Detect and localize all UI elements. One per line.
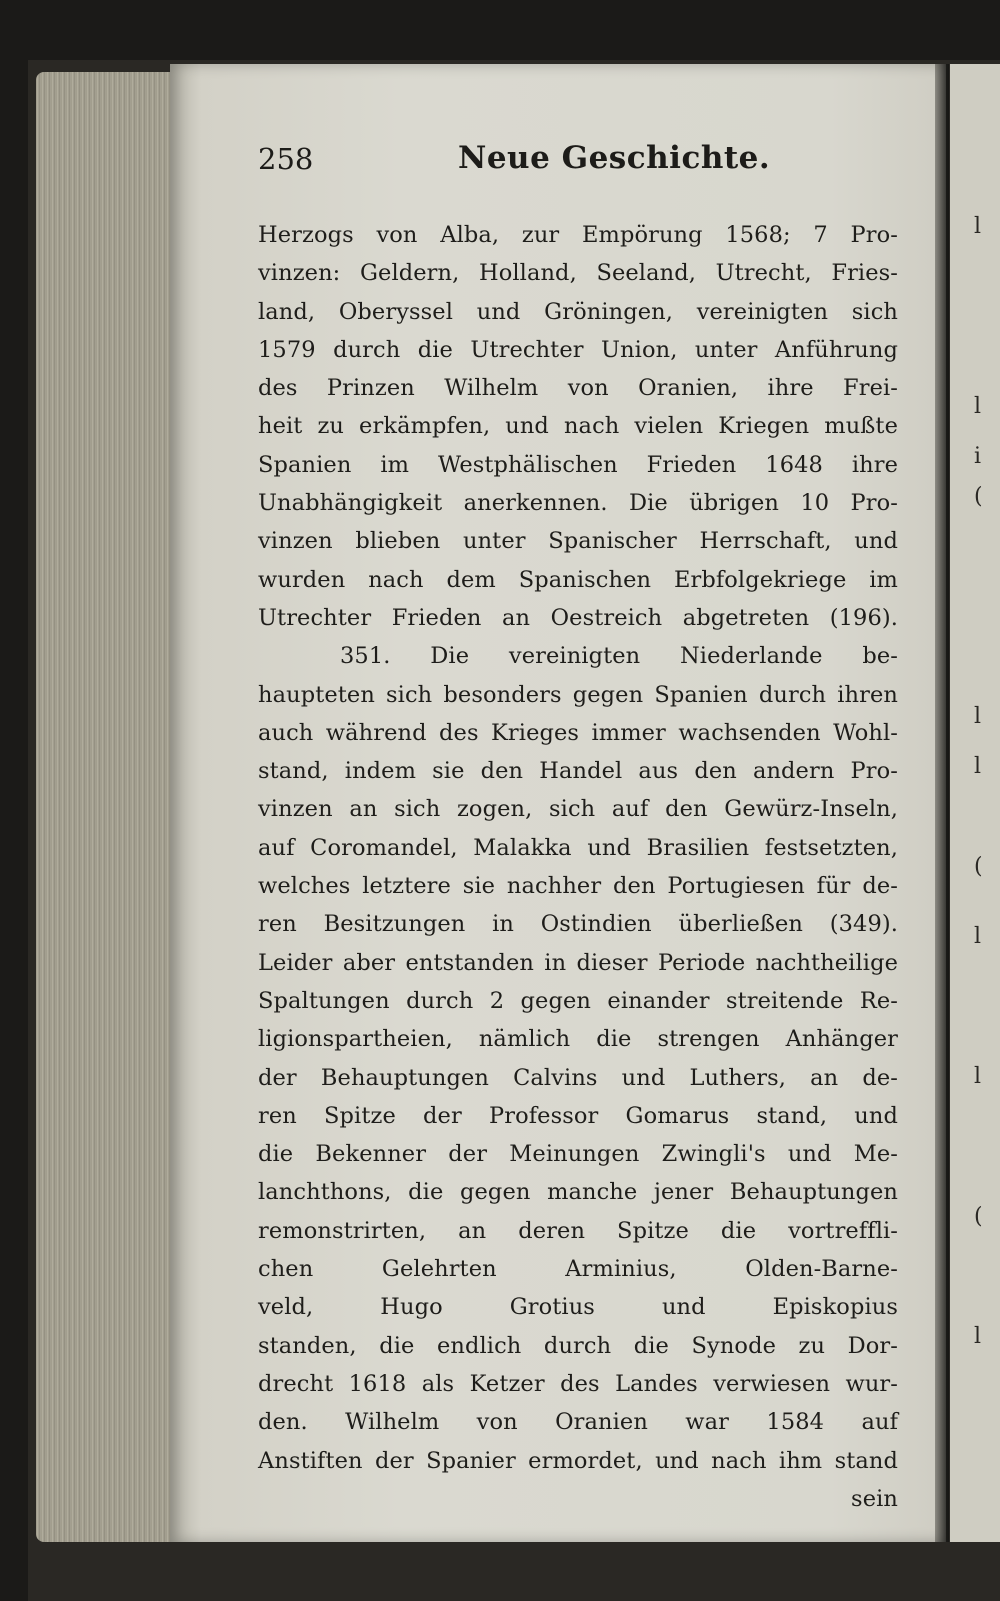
text-line: die Bekenner der Meinungen Zwingli's und Me- — [258, 1141, 898, 1168]
page-number: 258 — [258, 142, 314, 176]
text-line: Spanien im Westphälischen Frieden 1648 ihre — [258, 451, 898, 478]
text-line: haupteten sich besonders gegen Spanien durch ihren — [258, 681, 898, 708]
text-line: vinzen: Geldern, Holland, Seeland, Utrecht, Fries- — [258, 260, 898, 287]
facing-page-fragment: ( — [974, 854, 983, 879]
text-line: auf Coromandel, Malakka und Brasilien festsetzten, — [258, 834, 898, 861]
text-line: lanchthons, die gegen manche jener Behauptungen — [258, 1179, 898, 1206]
text-line: ren Besitzungen in Ostindien überließen (349). — [258, 911, 898, 938]
text-line: drecht 1618 als Ketzer des Landes verwiesen wur- — [258, 1370, 898, 1397]
text-line: standen, die endlich durch die Synode zu Dor- — [258, 1332, 898, 1359]
facing-page-fragment: l — [974, 394, 982, 419]
text-line: Anstiften der Spanier ermordet, und nach ihm stand — [258, 1447, 898, 1474]
facing-page-strip — [950, 64, 1000, 1542]
text-line: Herzogs von Alba, zur Empörung 1568; 7 Pro- — [258, 222, 898, 248]
text-line: 1579 durch die Utrechter Union, unter Anführung — [258, 336, 898, 363]
text-line: Leider aber entstanden in dieser Periode nachtheilige — [258, 949, 898, 976]
paragraph-start-line: 351. Die vereinigten Niederlande be- — [340, 643, 898, 670]
text-line: Unabhängigkeit anerkennen. Die übrigen 10 Pro- — [258, 490, 898, 517]
text-line: remonstrirten, an deren Spitze die vortreffli- — [258, 1217, 898, 1244]
text-line: welches letztere sie nachher den Portugiesen für de- — [258, 873, 898, 900]
facing-page-fragment: l — [974, 704, 982, 729]
facing-page-fragment: i — [974, 444, 982, 469]
catchword: sein — [851, 1485, 898, 1512]
facing-page-fragment: l — [974, 754, 982, 779]
text-line: vinzen an sich zogen, sich auf den Gewürz-Inseln, — [258, 796, 898, 823]
text-line: auch während des Krieges immer wachsenden Wohl- — [258, 719, 898, 746]
text-line: ligionspartheien, nämlich die strengen Anhänger — [258, 1026, 898, 1053]
text-line: Utrechter Frieden an Oestreich abgetreten (196). — [258, 604, 898, 631]
text-line: wurden nach dem Spanischen Erbfolgekriege im — [258, 566, 898, 593]
text-line: ren Spitze der Professor Gomarus stand, und — [258, 1102, 898, 1129]
facing-page-fragment: ( — [974, 1204, 983, 1229]
text-line: stand, indem sie den Handel aus den andern Pro- — [258, 758, 898, 785]
text-line: chen Gelehrten Arminius, Olden-Barne- — [258, 1256, 898, 1283]
text-line: veld, Hugo Grotius und Episkopius — [258, 1294, 898, 1321]
text-line: Spaltungen durch 2 gegen einander streitende Re- — [258, 987, 898, 1014]
text-line: vinzen blieben unter Spanischer Herrschaft, und — [258, 528, 898, 555]
facing-page-fragment: l — [974, 1324, 982, 1349]
text-line: den. Wilhelm von Oranien war 1584 auf — [258, 1409, 898, 1436]
facing-page-fragment: l — [974, 1064, 982, 1089]
text-line: des Prinzen Wilhelm von Oranien, ihre Frei- — [258, 375, 898, 402]
text-line: land, Oberyssel und Gröningen, vereinigten sich — [258, 298, 898, 325]
facing-page-fragment: l — [974, 924, 982, 949]
text-line: heit zu erkämpfen, und nach vielen Kriegen mußte — [258, 413, 898, 440]
facing-page-fragment: ( — [974, 484, 983, 509]
gutter-shadow — [935, 64, 949, 1542]
page-edges — [36, 72, 186, 1542]
body-text — [258, 216, 898, 1518]
text-line: der Behauptungen Calvins und Luthers, an de- — [258, 1064, 898, 1091]
facing-page-fragment: l — [974, 214, 982, 239]
running-head: Neue Geschichte. — [458, 140, 771, 176]
page-header — [258, 142, 898, 182]
